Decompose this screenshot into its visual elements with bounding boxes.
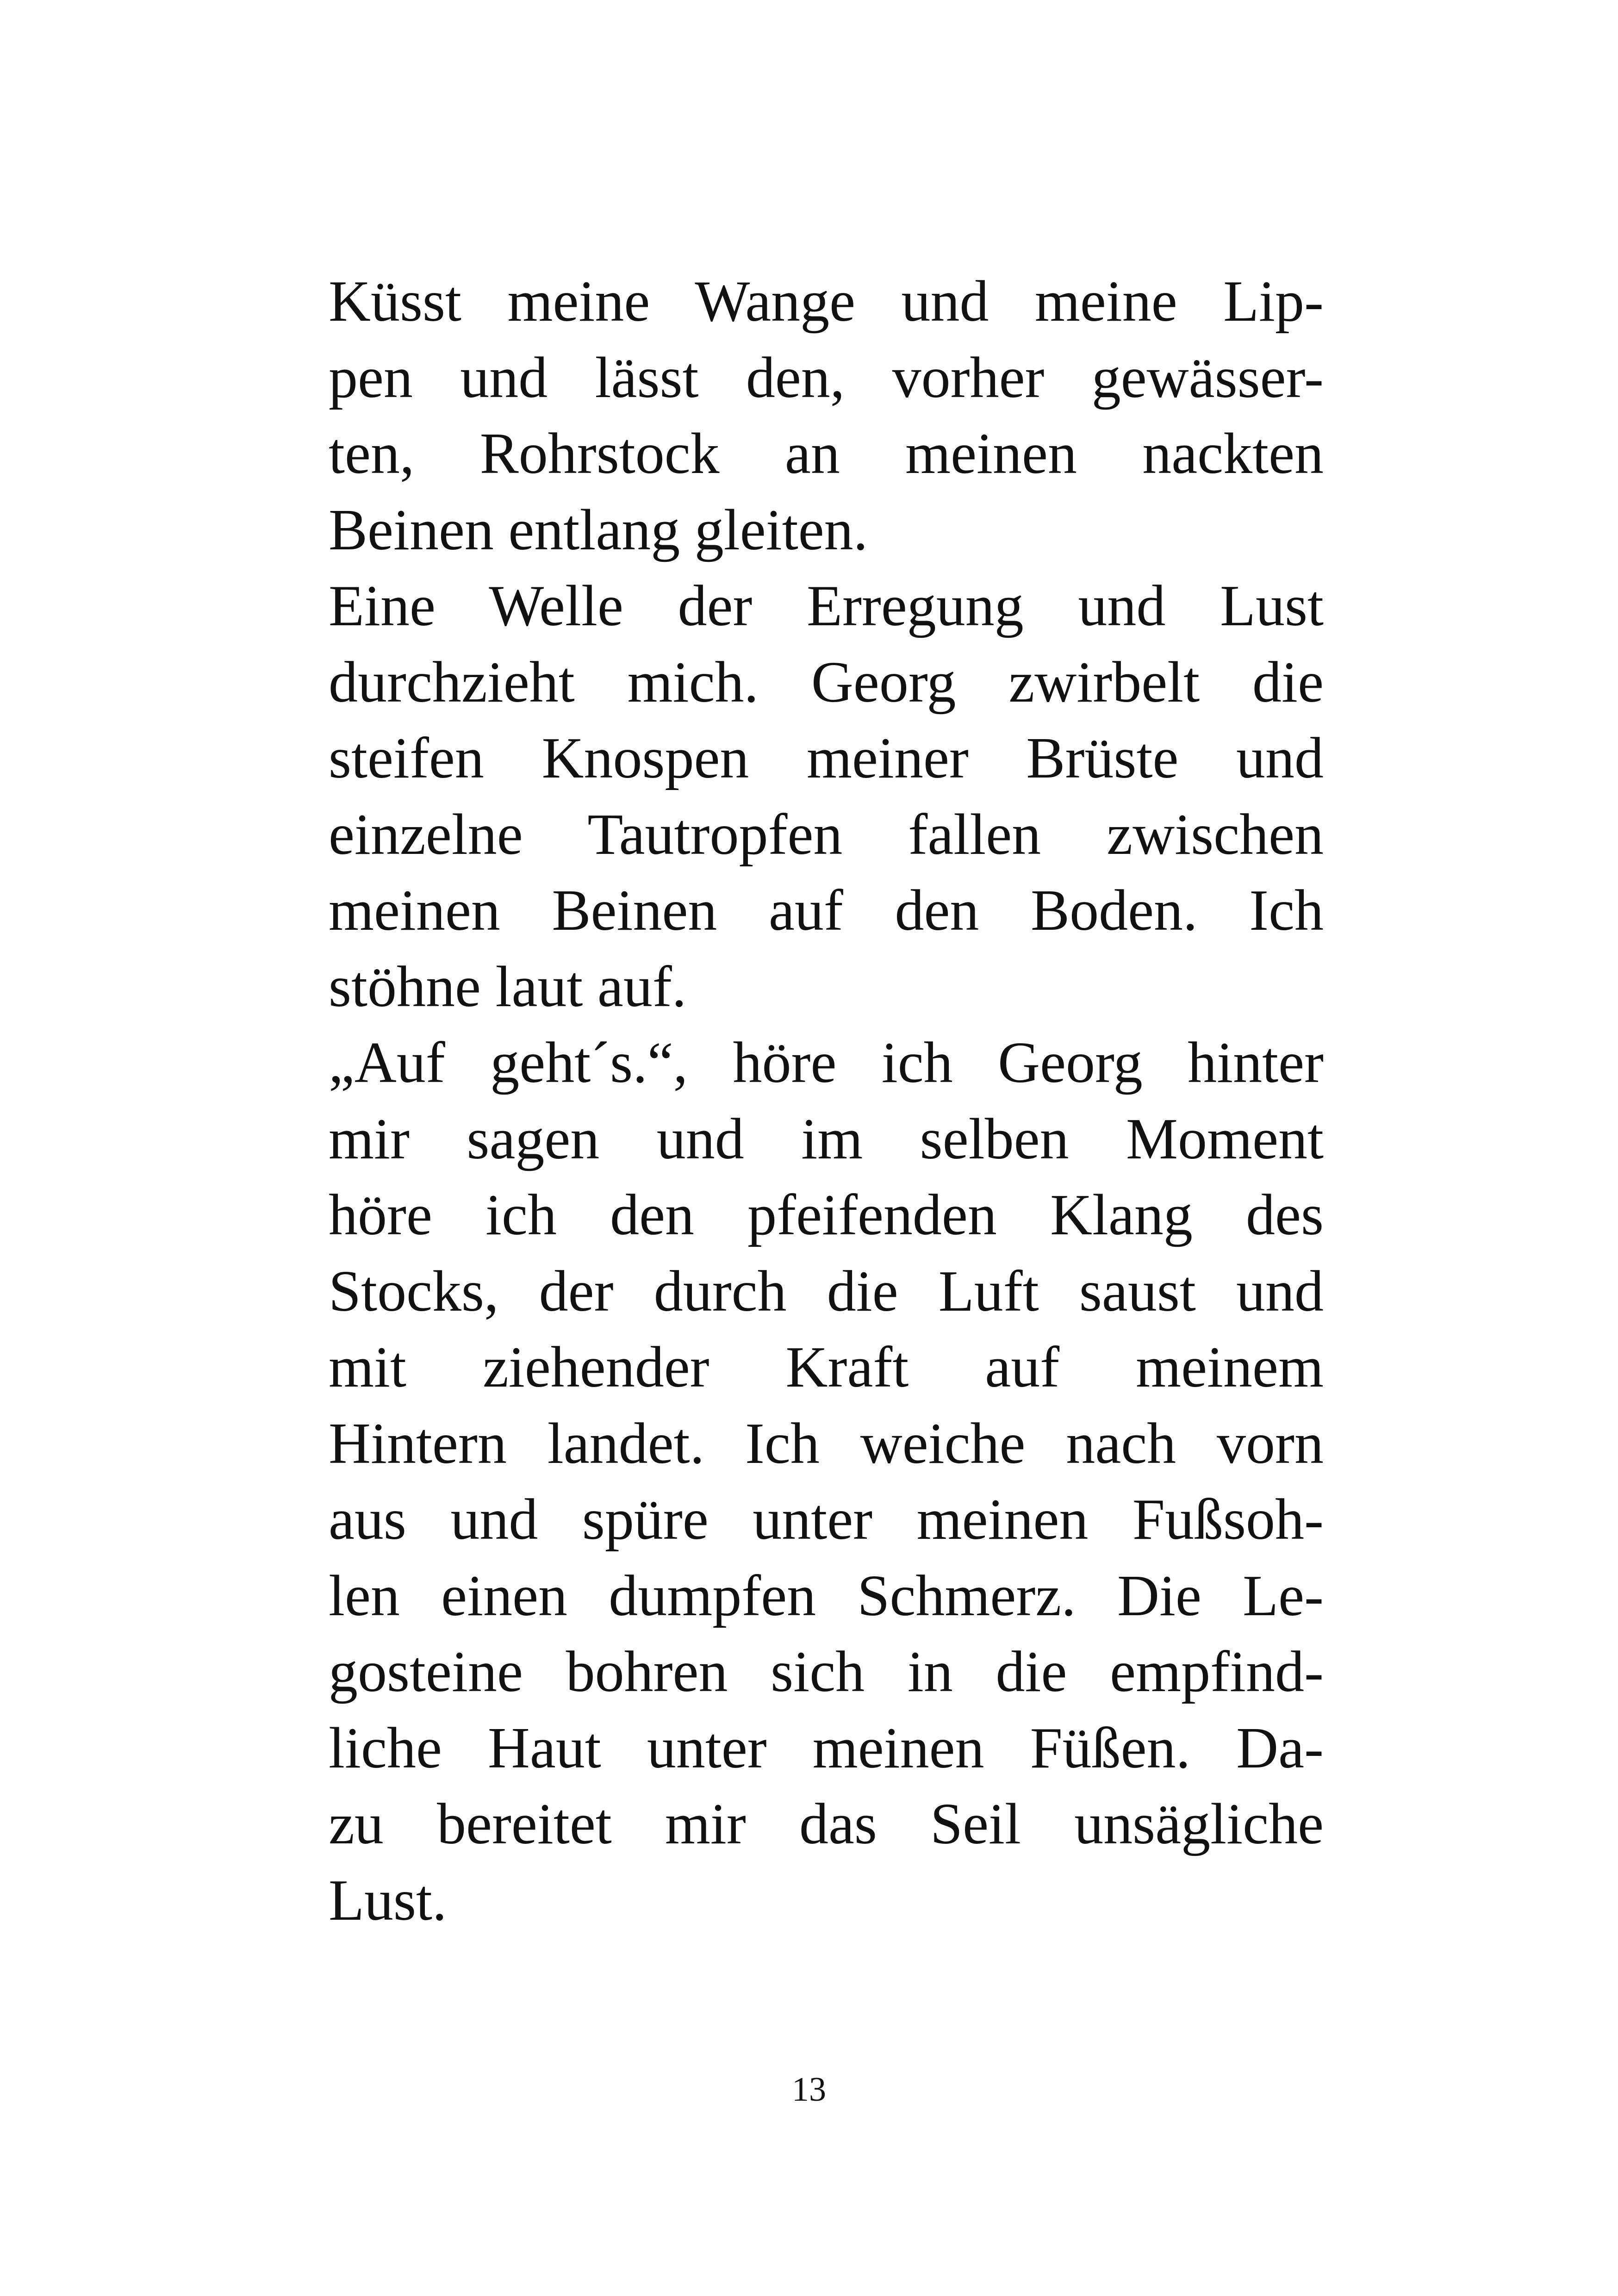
text-line: liche Haut unter meinen Füßen. Da- xyxy=(329,1716,1324,1780)
text-line: Hintern landet. Ich weiche nach vorn xyxy=(329,1411,1324,1476)
text-line: stöhne laut auf. xyxy=(329,954,687,1019)
text-line: Küsst meine Wange und meine Lip- xyxy=(329,269,1324,334)
text-line: ten, Rohrstock an meinen nackten xyxy=(329,422,1324,486)
text-line: steifen Knospen meiner Brüste und xyxy=(329,726,1324,790)
text-line: höre ich den pfeifenden Klang des xyxy=(329,1183,1324,1247)
page-number: 13 xyxy=(792,2071,826,2109)
text-line: Stocks, der durch die Luft saust und xyxy=(329,1259,1324,1324)
text-line: durchzieht mich. Georg zwirbelt die xyxy=(329,650,1324,715)
text-line: gosteine bohren sich in die empfind- xyxy=(329,1640,1324,1704)
text-line: Lust. xyxy=(329,1868,447,1933)
text-line: zu bereitet mir das Seil unsägliche xyxy=(329,1792,1324,1856)
body-text xyxy=(329,264,1324,1939)
text-line: mit ziehender Kraft auf meinem xyxy=(329,1335,1324,1400)
text-line: aus und spüre unter meinen Fußsoh- xyxy=(329,1487,1324,1552)
text-line: einzelne Tautropfen fallen zwischen xyxy=(329,802,1324,867)
text-line: Beinen entlang gleiten. xyxy=(329,498,868,562)
text-line: len einen dumpfen Schmerz. Die Le- xyxy=(329,1563,1324,1628)
text-line: „Auf geht´s.“, höre ich Georg hinter xyxy=(329,1031,1324,1095)
text-line: Eine Welle der Erregung und Lust xyxy=(329,574,1324,638)
text-line: mir sagen und im selben Moment xyxy=(329,1107,1324,1171)
text-line: meinen Beinen auf den Boden. Ich xyxy=(329,878,1324,943)
text-line: pen und lässt den, vorher gewässer- xyxy=(329,345,1324,410)
